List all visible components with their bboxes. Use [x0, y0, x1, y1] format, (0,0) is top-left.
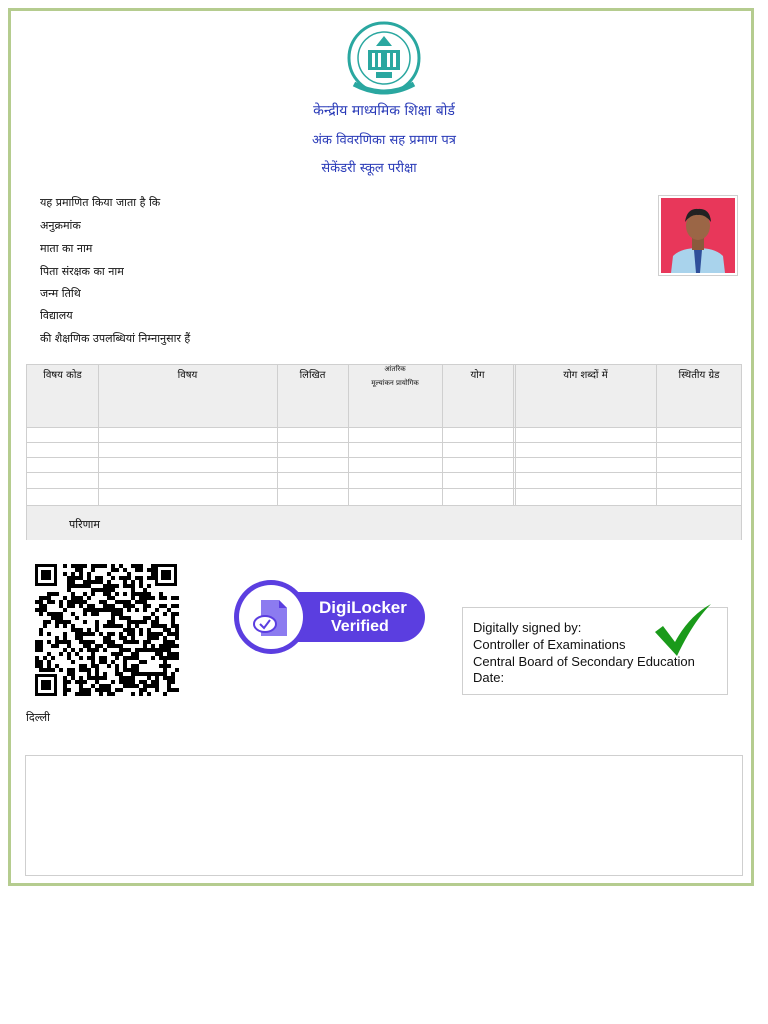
- student-photo: [658, 195, 738, 276]
- header-internal-1: आंतरिक: [384, 365, 406, 373]
- qr-code: [33, 562, 179, 698]
- checkmark-icon: [653, 602, 713, 660]
- digilocker-verified-badge: [233, 578, 427, 656]
- signed-by-label: Digitally signed by:: [473, 620, 582, 635]
- remarks-box: [25, 755, 743, 876]
- header-written: लिखित: [299, 370, 326, 381]
- header-subject: विषय: [177, 370, 198, 381]
- header-total: योग: [470, 370, 485, 381]
- signer-organization: Central Board of Secondary Education: [473, 654, 695, 669]
- document-title: अंक विवरणिका सह प्रमाण पत्र: [312, 133, 456, 148]
- result-label: परिणाम: [69, 518, 100, 531]
- father-name-label: पिता संरक्षक का नाम: [40, 265, 124, 278]
- header-total-words: योग शब्दों में: [563, 370, 608, 381]
- header-grade: स्थितीय ग्रेड: [678, 370, 720, 381]
- roll-number-label: अनुक्रमांक: [40, 219, 81, 232]
- certify-text: यह प्रमाणित किया जाता है कि: [40, 196, 161, 209]
- marks-table: [26, 364, 742, 540]
- school-label: विद्यालय: [40, 309, 73, 322]
- place-label: दिल्ली: [26, 711, 50, 724]
- signer-title: Controller of Examinations: [473, 637, 626, 652]
- date-label: Date:: [473, 670, 505, 685]
- digilocker-verified: Verified: [331, 618, 389, 635]
- achievement-text: की शैक्षणिक उपलब्धियां निम्नानुसार हैं: [40, 332, 191, 345]
- cbse-logo: [346, 20, 422, 100]
- mother-name-label: माता का नाम: [40, 242, 93, 255]
- result-row: [27, 505, 741, 540]
- digital-signature-box: [462, 607, 728, 695]
- header-subject-code: विषय कोड: [43, 370, 82, 381]
- dob-label: जन्म तिथि: [40, 287, 81, 300]
- exam-name: सेकेंडरी स्कूल परीक्षा: [321, 161, 417, 176]
- board-name: केन्द्रीय माध्यमिक शिक्षा बोर्ड: [313, 103, 455, 119]
- header-internal-2: मूल्यांकन प्रायोगिक: [371, 379, 419, 387]
- digilocker-title: DigiLocker: [319, 598, 407, 617]
